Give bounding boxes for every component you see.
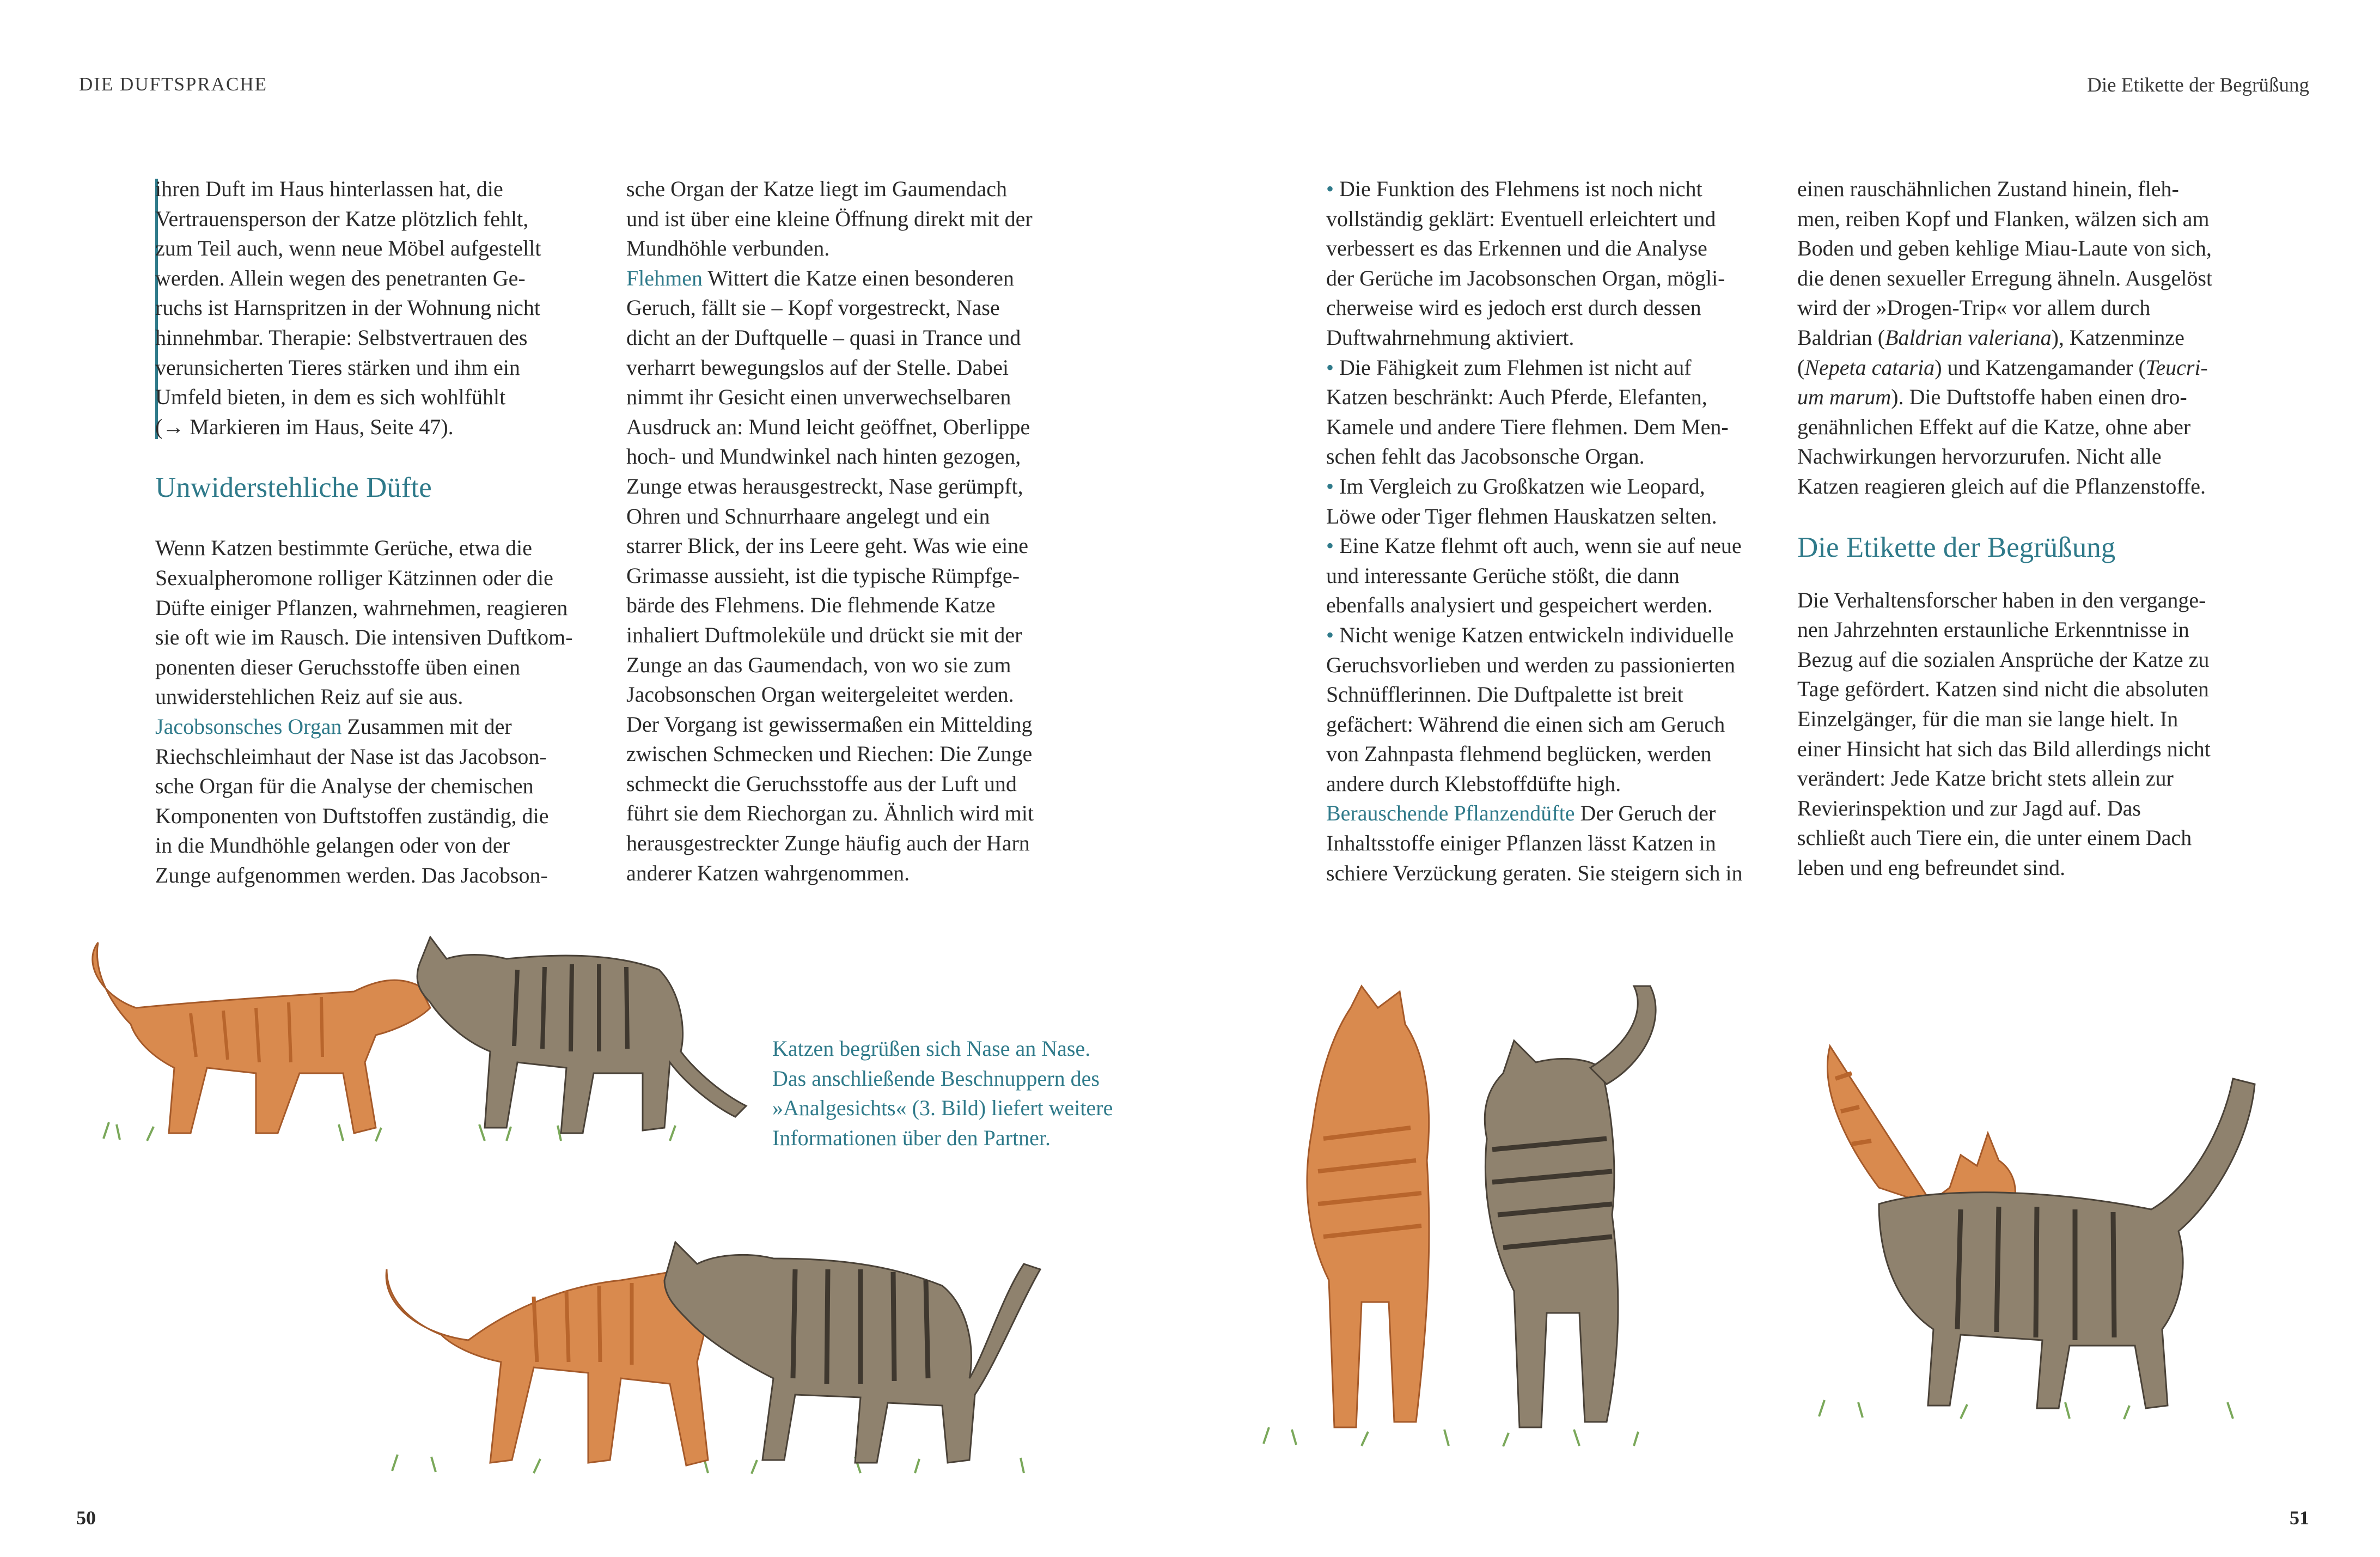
text-line: schließt auch Tiere ein, die unter einem Dach xyxy=(1797,825,2192,850)
text-line: ponenten dieser Geruchsstoffe üben einen xyxy=(155,654,521,679)
text-line: in die Mundhöhle gelangen oder von der xyxy=(155,833,510,858)
text-line: leben und eng befreundet sind. xyxy=(1797,855,2066,880)
paragraph-berauschend xyxy=(1326,799,1762,888)
text-line: unwiderstehlichen Reiz auf sie aus. xyxy=(155,684,463,709)
text-line: die denen sexueller Erregung ähneln. Ausgelöst xyxy=(1797,265,2212,290)
text-line: starrer Blick, der ins Leere geht. Was wie eine xyxy=(626,533,1028,558)
paragraph-verhaltensforscher xyxy=(1797,586,2233,883)
text-line: • Im Vergleich zu Großkatzen wie Leopard, xyxy=(1326,473,1705,498)
text-line: »Analgesichts« (3. Bild) liefert weitere xyxy=(772,1096,1113,1121)
text-line: Zunge an das Gaumendach, von wo sie zum xyxy=(626,652,1011,677)
text-line: gefächert: Während die einen sich am Geruch xyxy=(1326,711,1725,737)
illustration-cats-nose-to-nose xyxy=(71,921,768,1149)
bullet-item xyxy=(1326,472,1762,531)
text-line: Zunge aufgenommen werden. Das Jacobson- xyxy=(155,862,548,887)
text-line: Inhaltsstoffe einiger Pflanzen lässt Katzen in xyxy=(1326,831,1716,856)
text-line: hinnehmbar. Therapie: Selbstvertrauen des xyxy=(155,325,528,350)
text-line: sie oft wie im Rausch. Die intensiven Duftkom- xyxy=(155,625,573,650)
text-line: verunsicherten Tieres stärken und ihm ein xyxy=(155,355,520,380)
text-line: einen rauschähnlichen Zustand hinein, fleh- xyxy=(1797,177,2179,201)
text-line: verbessert es das Erkennen und die Analyse xyxy=(1326,236,1707,261)
text-line: Geruchsvorlieben und werden zu passionierten xyxy=(1326,652,1735,677)
grass-patch xyxy=(1264,1427,1638,1446)
text-line: herausgestreckter Zunge häufig auch der Harn xyxy=(626,831,1030,856)
bullet-dot-icon: • xyxy=(1326,622,1334,647)
text-line: nen Jahrzehnten erstaunliche Erkenntnisse in xyxy=(1797,617,2189,642)
text-line: anderer Katzen wahrgenommen. xyxy=(626,860,910,885)
text-line: Zunge etwas herausgestreckt, Nase gerümpft, xyxy=(626,473,1023,498)
line-nepeta: (Nepeta cataria) und Katzengamander (Teucri- xyxy=(1797,355,2208,380)
text-line: dicht an der Duftquelle – quasi in Trance und xyxy=(626,325,1021,350)
sidebar-box xyxy=(155,174,591,442)
text-line: verharrt bewegungslos auf der Stelle. Dabei xyxy=(626,355,1009,380)
text-line: Löwe oder Tiger flehmen Hauskatzen selten. xyxy=(1326,503,1717,528)
text-line: Die Verhaltensforscher haben in den vergange- xyxy=(1797,587,2206,612)
text-line: Duftwahrnehmung aktiviert. xyxy=(1326,325,1575,350)
illustration-cats-tail-greeting xyxy=(1797,1024,2315,1427)
text-line: Nachwirkungen hervorzurufen. Nicht alle xyxy=(1797,444,2162,469)
text-line: führt sie dem Riechorgan zu. Ähnlich wird mit xyxy=(626,801,1034,826)
text-line: und ist über eine kleine Öffnung direkt mit der xyxy=(626,206,1033,231)
keyword-berauschende-pflanzenduefte: Berauschende Pflanzendüfte xyxy=(1326,801,1575,826)
column-2 xyxy=(626,174,1062,888)
column-1 xyxy=(155,174,591,890)
ginger-cat xyxy=(1307,986,1429,1427)
text-line: Katzen beschränkt: Auch Pferde, Elefanten, xyxy=(1326,385,1707,410)
text-line: Jacobsonschen Organ weitergeleitet werden. xyxy=(626,682,1014,707)
paragraph-pflanzen xyxy=(1797,412,2233,502)
text-line: Einzelgänger, für die man sie lange hielt. In xyxy=(1797,706,2178,731)
text-line: Schnüfflerinnen. Die Duftpalette ist breit xyxy=(1326,682,1683,707)
tabby-cat xyxy=(1485,986,1656,1427)
illustration-cats-head-rubbing xyxy=(1253,975,1677,1465)
line-marum: um marum). Die Duftstoffe haben einen dro- xyxy=(1797,385,2187,410)
text-line: nimmt ihr Gesicht einen unverwechselbaren xyxy=(626,385,1011,410)
text-line: Tage gefördert. Katzen sind nicht die absoluten xyxy=(1797,677,2209,702)
tabby-cat xyxy=(664,1242,1040,1463)
text-line: Das anschließende Beschnuppern des xyxy=(772,1066,1100,1091)
grass-patch xyxy=(1819,1400,2233,1419)
text-line: • Nicht wenige Katzen entwickeln individuelle xyxy=(1326,622,1734,647)
bullet-dot-icon: • xyxy=(1326,177,1334,201)
keyword-jacobsonsches-organ: Jacobsonsches Organ xyxy=(155,714,342,739)
text-line: andere durch Klebstoffdüfte high. xyxy=(1326,771,1621,796)
text-line: schiere Verzückung geraten. Sie steigern sich in xyxy=(1326,860,1743,885)
text-line: • Die Fähigkeit zum Flehmen ist nicht auf xyxy=(1326,355,1692,380)
text-line: zwischen Schmecken und Riechen: Die Zunge xyxy=(626,741,1033,767)
text-line: Katzen begrüßen sich Nase an Nase. xyxy=(772,1036,1091,1061)
column-3 xyxy=(1326,174,1762,888)
ginger-cat xyxy=(386,1269,712,1465)
text-line: Sexualpheromone rolliger Kätzinnen oder die xyxy=(155,565,553,590)
tabby-cat xyxy=(1879,1079,2255,1408)
text-line: Informationen über den Partner. xyxy=(772,1125,1051,1150)
bullet-dot-icon: • xyxy=(1326,355,1334,380)
running-head-left: DIE DUFTSPRACHE xyxy=(79,74,268,95)
text-line: zum Teil auch, wenn neue Möbel aufgestellt xyxy=(155,236,541,261)
text-line: Revierinspektion und zur Jagd auf. Das xyxy=(1797,795,2141,820)
text-line: vollständig geklärt: Eventuell erleichtert und xyxy=(1326,206,1716,231)
text-line: Geruch, fällt sie – Kopf vorgestreckt, Nase xyxy=(626,295,1000,320)
text-line: werden. Allein wegen des penetranten Ge- xyxy=(155,265,526,290)
bullet-dot-icon: • xyxy=(1326,473,1334,498)
bullet-item xyxy=(1326,531,1762,621)
text-line: und interessante Gerüche stößt, die dann xyxy=(1326,563,1680,588)
text-line: schmeckt die Geruchsstoffe aus der Luft und xyxy=(626,771,1017,796)
text-line: Grimasse aussieht, ist die typische Rümpfge- xyxy=(626,563,1020,588)
text-line: genähnlichen Effekt auf die Katze, ohne aber xyxy=(1797,414,2191,439)
text-line: Kamele und andere Tiere flehmen. Dem Men- xyxy=(1326,414,1729,439)
keyword-flehmen: Flehmen xyxy=(626,265,703,290)
page-number-left: 50 xyxy=(76,1507,96,1529)
text-line: cherweise wird es jedoch erst durch dessen xyxy=(1326,295,1701,320)
heading-etikette-der-begruessung: Die Etikette der Begrüßung xyxy=(1797,531,2116,563)
text-line: Ausdruck an: Mund leicht geöffnet, Oberlippe xyxy=(626,414,1030,439)
text-line: Bezug auf die sozialen Ansprüche der Katze zu xyxy=(1797,647,2210,672)
text-line: Riechschleimhaut der Nase ist das Jacobson- xyxy=(155,744,547,769)
column-4 xyxy=(1797,174,2233,883)
bullet-item xyxy=(1326,174,1762,353)
text-line: Boden und geben kehlige Miau-Laute von sich, xyxy=(1797,236,2212,261)
text-line: bärde des Flehmens. Die flehmende Katze xyxy=(626,593,996,618)
text-line: Vertrauensperson der Katze plötzlich fehlt, xyxy=(155,206,529,231)
text-line: ruchs ist Harnspritzen in der Wohnung nicht xyxy=(155,295,541,320)
text-line: wird der »Drogen-Trip« vor allem durch xyxy=(1797,295,2151,320)
illustration-caption xyxy=(772,1034,1154,1153)
ginger-cat xyxy=(93,942,430,1133)
text-line: Ohren und Schnurrhaare angelegt und ein xyxy=(626,503,990,528)
illustration-cats-sniffing xyxy=(370,1188,1106,1482)
running-head-right: Die Etikette der Begrüßung xyxy=(2087,74,2309,96)
text-line: verändert: Jede Katze bricht stets allein zur xyxy=(1797,766,2174,791)
text-line: • Eine Katze flehmt oft auch, wenn sie auf neue xyxy=(1326,533,1742,558)
paragraph-jacobson-cont xyxy=(626,174,1062,264)
paragraph-flehmen xyxy=(626,264,1062,888)
paragraph-text: Wittert die Katze einen besonderen xyxy=(702,265,1014,290)
text-line: • Die Funktion des Flehmens ist noch nicht xyxy=(1326,177,1702,201)
text-line: sche Organ der Katze liegt im Gaumendach xyxy=(626,177,1007,201)
paragraph-duefte xyxy=(155,533,591,712)
text-line: men, reiben Kopf und Flanken, wälzen sich am xyxy=(1797,206,2210,231)
bullet-item xyxy=(1326,621,1762,799)
text-line: Katzen reagieren gleich auf die Pflanzenstoffe. xyxy=(1797,473,2206,498)
text-line: hoch- und Mundwinkel nach hinten gezogen, xyxy=(626,444,1021,469)
page-number-right: 51 xyxy=(2290,1507,2309,1529)
text-line: Wenn Katzen bestimmte Gerüche, etwa die xyxy=(155,536,533,561)
paragraph-jacobson xyxy=(155,712,591,891)
paragraph-rausch xyxy=(1797,174,2233,323)
text-line: Mundhöhle verbunden. xyxy=(626,236,830,261)
text-line: Komponenten von Duftstoffen zuständig, die xyxy=(155,803,549,828)
paragraph-text: Zusammen mit der xyxy=(341,714,512,739)
text-line: Umfeld bieten, in dem es sich wohlfühlt xyxy=(155,385,506,410)
text-line: von Zahnpasta flehmend beglücken, werden xyxy=(1326,741,1712,767)
text-line: sche Organ für die Analyse der chemischen xyxy=(155,774,534,799)
text-line: der Gerüche im Jacobsonschen Organ, mögli- xyxy=(1326,265,1725,290)
text-line: ebenfalls analysiert und gespeichert werden. xyxy=(1326,593,1713,618)
text-line: inhaliert Duftmoleküle und drückt sie mit der xyxy=(626,622,1022,647)
bullet-dot-icon: • xyxy=(1326,533,1334,558)
bullet-list xyxy=(1326,174,1762,799)
tabby-cat xyxy=(417,937,746,1133)
heading-unwiderstehliche-duefte: Unwiderstehliche Düfte xyxy=(155,472,432,504)
sidebar-text xyxy=(155,174,591,442)
bullet-item xyxy=(1326,353,1762,472)
text-line: Düfte einiger Pflanzen, wahrnehmen, reagieren xyxy=(155,595,568,620)
line-baldrian: Baldrian (Baldrian valeriana), Katzenminze xyxy=(1797,325,2184,350)
text-line: schen fehlt das Jacobsonsche Organ. xyxy=(1326,444,1645,469)
text-line: ihren Duft im Haus hinterlassen hat, die xyxy=(155,177,503,201)
text-line: (→ Markieren im Haus, Seite 47). xyxy=(155,414,454,439)
text-line: einer Hinsicht hat sich das Bild allerdings nicht xyxy=(1797,736,2211,761)
text-line: Der Vorgang ist gewissermaßen ein Mittelding xyxy=(626,711,1033,737)
paragraph-text: Der Geruch der xyxy=(1575,801,1716,826)
